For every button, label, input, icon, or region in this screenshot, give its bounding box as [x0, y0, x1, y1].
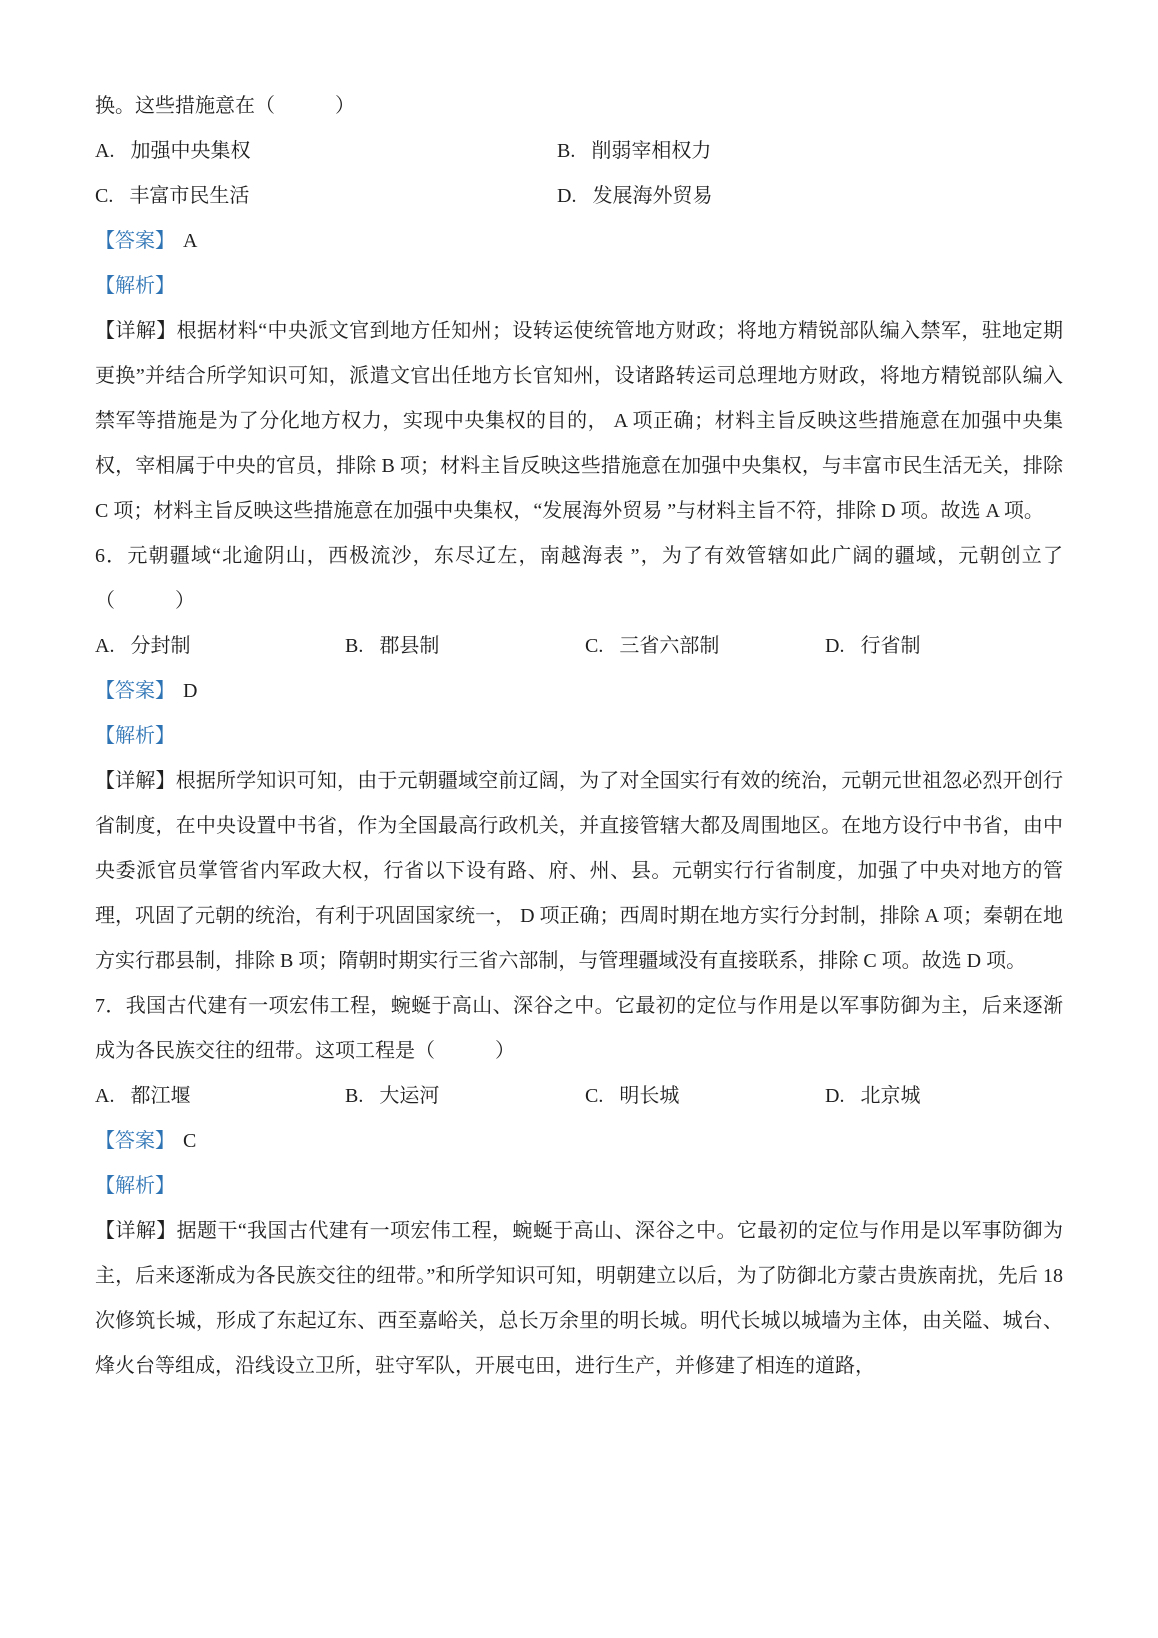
question-stem: 7．我国古代建有一项宏伟工程，蜿蜒于高山、深谷之中。它最初的定位与作用是以军事防御为主，后来逐渐成为各民族交往的纽带。这项工程是（ ）: [95, 995, 1063, 1062]
option-b: [557, 129, 1063, 174]
detail-paragraph: [95, 1209, 1063, 1389]
option-text: 丰富市民生活: [129, 185, 250, 207]
analysis-line: [95, 264, 1063, 309]
option-key: A.: [95, 1085, 115, 1107]
option-c: [95, 174, 557, 219]
answer-line: [95, 219, 1063, 264]
option-key: D.: [825, 1085, 845, 1107]
option-text: 加强中央集权: [130, 140, 251, 162]
option-key: B.: [557, 140, 576, 162]
option-text: 行省制: [860, 635, 921, 657]
analysis-line: [95, 1164, 1063, 1209]
option-d: [825, 624, 1063, 669]
option-c: [585, 1074, 825, 1119]
option-key: C.: [585, 1085, 604, 1107]
detail-paragraph: [95, 759, 1063, 984]
detail-text: 根据材料“中央派文官到地方任知州；设转运使统管地方财政；将地方精锐部队编入禁军，驻地定期更换”并结合所学知识可知，派遣文官出任地方长官知州，设诸路转运司总理地方财政，将地方精锐部队编入禁军等措施是为了分化地方权力，实现中央集权的目的， A 项正确；材料主旨反映这些措施意在加强中央集权，宰相属于中央的官员，排除 B 项；材料主旨反映这些措施意在加强中央集权，与丰富市民生活无关，排除 C 项；材料主旨反映这些措施意在加强中央集权，“发展海外贸易 ”与材料主旨不符，排除 D 项。故选 A 项。: [95, 320, 1063, 522]
option-text: 都江堰: [130, 1085, 191, 1107]
question-stem: 换。这些措施意在（ ）: [95, 95, 355, 117]
question-block-6: [95, 534, 1063, 984]
option-key: B.: [345, 1085, 364, 1107]
answer-value: C: [183, 1130, 197, 1152]
option-text: 削弱宰相权力: [591, 140, 712, 162]
analysis-label: 【解析】: [95, 275, 175, 297]
option-key: D.: [825, 635, 845, 657]
answer-value: A: [183, 230, 198, 252]
option-key: C.: [585, 635, 604, 657]
option-d: [557, 174, 1063, 219]
option-text: 分封制: [130, 635, 191, 657]
option-a: [95, 624, 345, 669]
detail-label: 【详解】: [95, 770, 176, 792]
option-c: [585, 624, 825, 669]
option-text: 北京城: [860, 1085, 921, 1107]
detail-text: 据题干“我国古代建有一项宏伟工程，蜿蜒于高山、深谷之中。它最初的定位与作用是以军事防御为主，后来逐渐成为各民族交往的纽带。”和所学知识可知，明朝建立以后，为了防御北方蒙古贵族南扰，先后 18 次修筑长城，形成了东起辽东、西至嘉峪关，总长万余里的明长城。明代长城以城墙为主体，由关隘、城台、烽火台等组成，沿线设立卫所，驻守军队，开展屯田，进行生产，并修建了相连的道路，: [95, 1220, 1063, 1377]
option-a: [95, 129, 557, 174]
option-key: A.: [95, 140, 115, 162]
option-text: 郡县制: [379, 635, 440, 657]
answer-line: [95, 669, 1063, 714]
option-b: [345, 624, 585, 669]
option-b: [345, 1074, 585, 1119]
options-grid: [95, 129, 1063, 219]
analysis-label: 【解析】: [95, 1175, 175, 1197]
answer-label: 【答案】: [95, 230, 175, 252]
option-text: 三省六部制: [619, 635, 720, 657]
answer-line: [95, 1119, 1063, 1164]
detail-label: 【详解】: [95, 320, 177, 342]
answer-label: 【答案】: [95, 1130, 175, 1152]
analysis-label: 【解析】: [95, 725, 175, 747]
analysis-line: [95, 714, 1063, 759]
option-text: 明长城: [619, 1085, 680, 1107]
option-key: D.: [557, 185, 577, 207]
option-key: C.: [95, 185, 114, 207]
question-stem: 6．元朝疆域“北逾阴山，西极流沙，东尽辽左，南越海表 ”，为了有效管辖如此广阔的疆域，元朝创立了（ ）: [95, 545, 1063, 612]
question-block-5: [95, 84, 1063, 534]
option-key: A.: [95, 635, 115, 657]
detail-label: 【详解】: [95, 1220, 177, 1242]
option-text: 发展海外贸易: [592, 185, 713, 207]
options-grid: [95, 624, 1063, 669]
question-block-7: [95, 984, 1063, 1389]
option-text: 大运河: [379, 1085, 440, 1107]
detail-text: 根据所学知识可知，由于元朝疆域空前辽阔，为了对全国实行有效的统治，元朝元世祖忽必烈开创行省制度，在中央设置中书省，作为全国最高行政机关，并直接管辖大都及周围地区。在地方设行中书省，由中央委派官员掌管省内军政大权，行省以下设有路、府、州、县。元朝实行行省制度，加强了中央对地方的管理，巩固了元朝的统治，有利于巩固国家统一， D 项正确；西周时期在地方实行分封制，排除 A 项；秦朝在地方实行郡县制，排除 B 项；隋朝时期实行三省六部制，与管理疆域没有直接联系，排除 C 项。故选 D 项。: [95, 770, 1064, 972]
option-a: [95, 1074, 345, 1119]
answer-label: 【答案】: [95, 680, 175, 702]
detail-paragraph: [95, 309, 1063, 534]
answer-value: D: [183, 680, 198, 702]
options-grid: [95, 1074, 1063, 1119]
option-key: B.: [345, 635, 364, 657]
option-d: [825, 1074, 1063, 1119]
